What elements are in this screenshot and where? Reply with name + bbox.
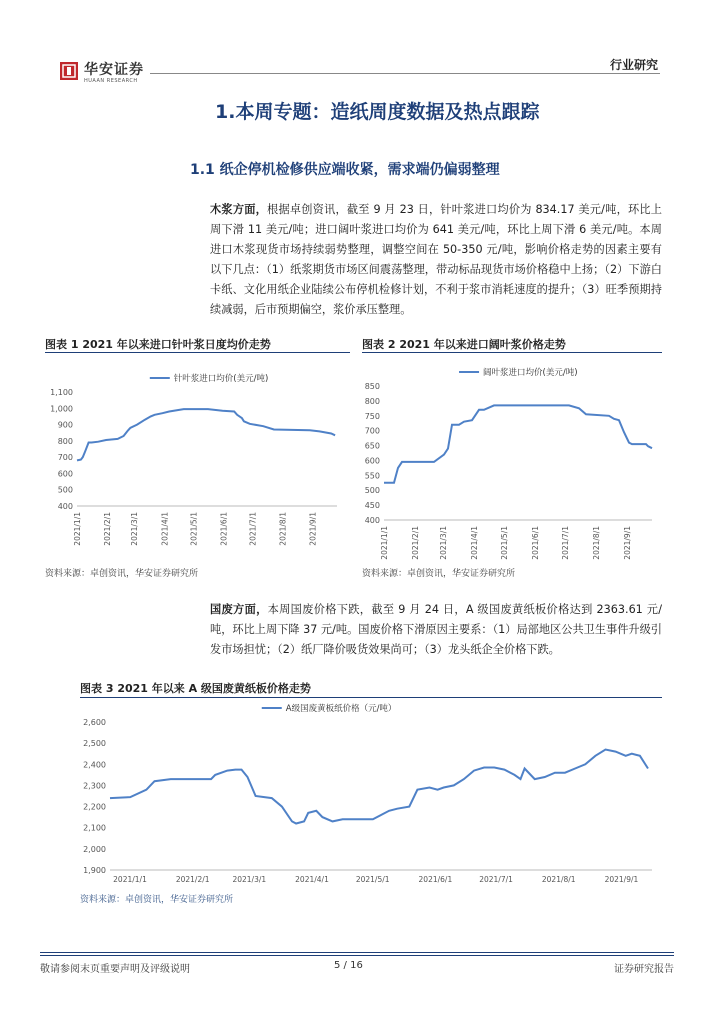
x-tick-label: 2021/2/1 xyxy=(103,512,113,546)
header-rule xyxy=(150,73,660,74)
x-tick-label: 2021/6/1 xyxy=(219,512,229,546)
y-tick-label: 450 xyxy=(364,501,380,511)
y-tick-label: 600 xyxy=(57,469,73,479)
y-tick-label: 900 xyxy=(57,420,73,430)
x-tick-label: 2021/5/1 xyxy=(189,512,199,546)
x-tick-label: 2021/7/1 xyxy=(479,875,513,884)
figure-3-chart xyxy=(80,700,662,888)
y-tick-label: 650 xyxy=(364,441,380,451)
y-tick-label: 2,400 xyxy=(83,760,106,770)
legend-label: 针叶浆进口均价(美元/吨) xyxy=(173,374,269,384)
x-tick-label: 2021/8/1 xyxy=(278,512,288,546)
figure-1-chart xyxy=(45,356,350,561)
y-tick-label: 1,000 xyxy=(50,404,73,414)
legend-label: 阔叶浆进口均价(美元/吨) xyxy=(483,368,578,378)
x-tick-label: 2021/9/1 xyxy=(623,526,632,560)
paragraph-lead: 国废方面， xyxy=(210,603,268,616)
figure-2-source: 资料来源：卓创资讯，华安证券研究所 xyxy=(362,569,516,579)
legend-label: A级国废黄板纸价格（元/吨） xyxy=(285,704,397,714)
x-tick-label: 2021/4/1 xyxy=(470,526,479,560)
figure-2-rule xyxy=(362,352,662,353)
y-tick-label: 2,000 xyxy=(83,844,106,854)
y-tick-label: 700 xyxy=(364,426,380,436)
figure-3-rule xyxy=(80,697,662,698)
x-tick-label: 2021/1/1 xyxy=(73,512,82,546)
page-title: 1.本周专题：造纸周度数据及热点跟踪 xyxy=(215,101,540,123)
x-tick-label: 2021/1/1 xyxy=(380,526,389,560)
y-tick-label: 2,500 xyxy=(83,739,106,749)
y-tick-label: 400 xyxy=(364,516,380,525)
x-tick-label: 2021/7/1 xyxy=(561,526,570,560)
footer-report-type: 证券研究报告 xyxy=(614,964,674,975)
x-tick-label: 2021/4/1 xyxy=(295,875,329,884)
y-tick-label: 550 xyxy=(364,471,380,481)
x-tick-label: 2021/3/1 xyxy=(439,526,448,560)
figure-2-title: 图表 2 2021 年以来进口阔叶浆价格走势 xyxy=(362,338,566,351)
y-tick-label: 500 xyxy=(364,486,380,496)
y-tick-label: 700 xyxy=(57,453,73,463)
paragraph-text: 根据卓创资讯，截至 9 月 23 日，针叶浆进口均价为 834.17 美元/吨，环比上周下滑 11 美元/吨；进口阔叶浆进口均价为 641 美元/吨，环比上周下滑 6 美元/吨。本周进口木浆现货市场持续弱势整理，调整空间在 50-350 元/吨，影响价格走势的因素主要有以下几点：（1）纸浆期货市场区间震荡整理，带动标品现货市场价格稳中上扬；（2）下游白卡纸、文化用纸企业陆续公布停机检修计划，不利于浆市消耗速度的提升；（3）旺季预期持续减弱，后市预期偏空，浆价承压整理。 xyxy=(210,203,662,316)
x-tick-label: 2021/8/1 xyxy=(592,526,601,560)
x-tick-label: 2021/4/1 xyxy=(160,512,170,546)
figure-2-chart xyxy=(362,356,662,561)
footer-rule xyxy=(40,955,674,956)
x-tick-label: 2021/6/1 xyxy=(418,875,453,884)
figure-3-title: 图表 3 2021 年以来 A 级国废黄纸板价格走势 xyxy=(80,682,311,695)
x-tick-label: 2021/2/1 xyxy=(175,875,210,884)
y-tick-label: 600 xyxy=(364,456,380,466)
x-tick-label: 2021/5/1 xyxy=(355,875,390,884)
brand-subtitle: HUAAN RESEARCH xyxy=(84,78,138,84)
y-tick-label: 1,900 xyxy=(83,866,106,875)
section-label: 行业研究 xyxy=(609,58,658,72)
y-tick-label: 500 xyxy=(57,485,73,495)
y-tick-label: 850 xyxy=(364,382,380,391)
figure-3-source: 资料来源：卓创资讯，华安证券研究所 xyxy=(80,895,234,905)
x-tick-label: 2021/9/1 xyxy=(308,512,318,546)
y-tick-label: 750 xyxy=(364,411,380,421)
x-tick-label: 2021/7/1 xyxy=(248,512,258,546)
y-tick-label: 800 xyxy=(57,436,73,446)
x-tick-label: 2021/3/1 xyxy=(232,875,267,884)
figure-1-title: 图表 1 2021 年以来进口针叶浆日度均价走势 xyxy=(45,338,271,351)
x-tick-label: 2021/6/1 xyxy=(531,526,540,560)
series-line xyxy=(77,409,335,460)
y-tick-label: 2,200 xyxy=(83,802,106,812)
y-tick-label: 800 xyxy=(364,396,380,406)
paragraph-waste-paper xyxy=(210,600,662,660)
y-tick-label: 2,600 xyxy=(83,718,106,727)
footer-disclaimer: 敬请参阅末页重要声明及评级说明 xyxy=(40,964,190,975)
series-line xyxy=(384,405,652,482)
paragraph-lead: 木浆方面， xyxy=(210,203,268,216)
x-tick-label: 2021/3/1 xyxy=(130,512,140,546)
figure-1-source: 资料来源：卓创资讯，华安证券研究所 xyxy=(45,569,199,579)
page-number: 5 / 16 xyxy=(334,960,363,971)
y-tick-label: 2,300 xyxy=(83,781,106,791)
x-tick-label: 2021/9/1 xyxy=(604,875,639,884)
paragraph-pulp xyxy=(210,200,662,320)
figure-1-rule xyxy=(45,352,350,353)
brand-logo-icon xyxy=(60,62,78,80)
y-tick-label: 1,100 xyxy=(50,388,73,397)
section-subtitle: 1.1 纸企停机检修供应端收紧，需求端仍偏弱整理 xyxy=(190,162,500,178)
footer-rule xyxy=(40,952,674,953)
brand-name: 华安证券 xyxy=(84,62,144,78)
x-tick-label: 2021/1/1 xyxy=(113,875,147,884)
y-tick-label: 400 xyxy=(57,502,73,511)
series-line xyxy=(110,750,648,824)
x-tick-label: 2021/8/1 xyxy=(541,875,576,884)
y-tick-label: 2,100 xyxy=(83,823,106,833)
x-tick-label: 2021/2/1 xyxy=(411,526,420,560)
paragraph-text: 本周国废价格下跌，截至 9 月 24 日，A 级国废黄纸板价格达到 2363.61 元/吨，环比上周下降 37 元/吨。国废价格下滑原因主要系：（1）局部地区公共卫生事件升级引发市场担忧；（2）纸厂降价吸货效果尚可；（3）龙头纸企全价格下跌。 xyxy=(210,603,662,656)
x-tick-label: 2021/5/1 xyxy=(500,526,509,560)
